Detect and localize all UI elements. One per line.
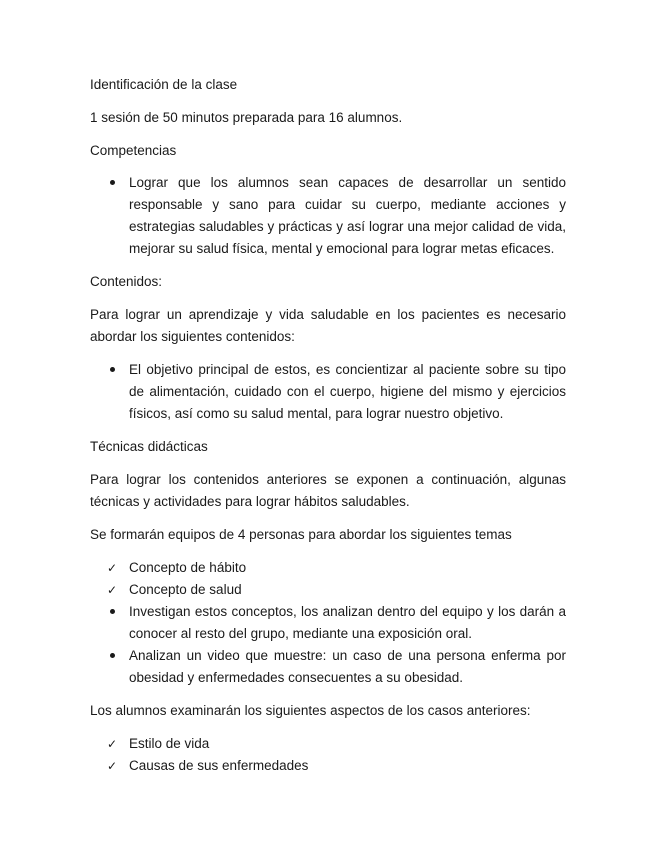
session-info: 1 sesión de 50 minutos preparada para 16 alumnos. <box>90 110 403 125</box>
checkmark-icon: ✓ <box>107 561 118 575</box>
list-item-text: El objetivo principal de estos, es concientizar al paciente sobre su tipo de alimentación, cuidado con el cuerpo, higiene del mismo y ejercicios físicos, así como su salud mental, para lograr nuestro objetivo. <box>129 362 566 421</box>
document-page <box>90 74 566 777</box>
list-item <box>90 645 566 689</box>
competencies-heading: Competencias <box>90 143 177 158</box>
list-item <box>90 733 566 755</box>
class-identification-heading: Identificación de la clase <box>90 77 238 92</box>
checkmark-icon: ✓ <box>107 737 118 751</box>
list-item <box>90 172 566 260</box>
techniques-intro: Para lograr los contenidos anteriores se exponen a continuación, algunas técnicas y actividades para lograr hábitos saludables. <box>90 472 566 509</box>
list-item-text: Estilo de vida <box>129 736 210 751</box>
list-item <box>90 579 566 601</box>
bullet-icon <box>107 645 121 667</box>
list-item-text: Lograr que los alumnos sean capaces de desarrollar un sentido responsable y sano para cuidar su cuerpo, mediante acciones y estrategias saludables y prácticas y así lograr una mejor calidad de vida, mejorar su salud física, mental y emocional para lograr metas eficaces. <box>129 175 566 256</box>
list-item-text: Concepto de salud <box>129 582 242 597</box>
list-item-text: Investigan estos conceptos, los analizan dentro del equipo y los darán a conocer al resto del grupo, mediante una exposición oral. <box>129 604 566 641</box>
competencies-list <box>90 172 566 260</box>
teams-intro: Se formarán equipos de 4 personas para abordar los siguientes temas <box>90 527 512 542</box>
contents-list <box>90 359 566 425</box>
list-item <box>90 601 566 645</box>
list-item <box>90 359 566 425</box>
bullet-icon <box>107 359 121 381</box>
contents-intro: Para lograr un aprendizaje y vida saludable en los pacientes es necesario abordar los siguientes contenidos: <box>90 307 566 344</box>
techniques-heading: Técnicas didácticas <box>90 439 208 454</box>
contents-heading: Contenidos: <box>90 274 163 289</box>
list-item <box>90 557 566 579</box>
examination-list <box>90 733 566 777</box>
examination-intro: Los alumnos examinarán los siguientes aspectos de los casos anteriores: <box>90 703 531 718</box>
list-item-text: Concepto de hábito <box>129 560 247 575</box>
list-item-text: Causas de sus enfermedades <box>129 758 309 773</box>
bullet-icon <box>107 172 121 194</box>
list-item <box>90 755 566 777</box>
checkmark-icon: ✓ <box>107 583 118 597</box>
teams-list <box>90 557 566 689</box>
bullet-icon <box>107 601 121 623</box>
list-item-text: Analizan un video que muestre: un caso de una persona enferma por obesidad y enfermedades consecuentes a su obesidad. <box>129 648 566 685</box>
checkmark-icon: ✓ <box>107 759 118 773</box>
